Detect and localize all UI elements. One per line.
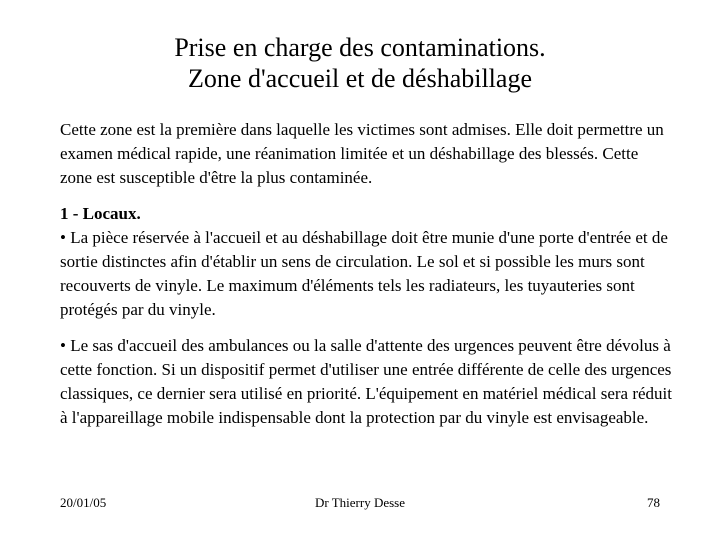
slide-title-line-2: Zone d'accueil et de déshabillage	[188, 64, 532, 93]
slide-title-line-1: Prise en charge des contaminations.	[174, 33, 546, 62]
section-heading: 1 - Locaux.	[60, 204, 141, 223]
intro-paragraph: Cette zone est la première dans laquelle les victimes sont admises. Elle doit permettre un examen médical rapide, une réanimation limitée et un déshabillage des blessés. Cette zone est susceptible d'être la plus contaminée.	[60, 120, 664, 187]
bullet-paragraph-1: • La pièce réservée à l'accueil et au déshabillage doit être munie d'une porte d'entrée et de sortie distinctes afin d'établir un sens de circulation. Le sol et si possible les murs sont recouverts de vinyle. Le maximum d'éléments tels les radiateurs, les tuyauteries sont protégés par du vinyle.	[60, 228, 668, 319]
slide-title	[60, 32, 660, 94]
footer-page-number: 78	[647, 495, 660, 510]
footer-author: Dr Thierry Desse	[314, 495, 405, 510]
bullet-paragraph-2: • Le sas d'accueil des ambulances ou la salle d'attente des urgences peuvent être dévolus à cette fonction. Si un dispositif permet d'utiliser une entrée différente de celle des urgences classiques, ce dernier sera utilisé en priorité. L'équipement en matériel médical sera réduit à l'appareillage mobile indispensable dont la protection par du vinyle est envisageable.	[60, 336, 672, 427]
footer-date: 20/01/05	[60, 495, 107, 510]
slide-body	[60, 118, 672, 430]
